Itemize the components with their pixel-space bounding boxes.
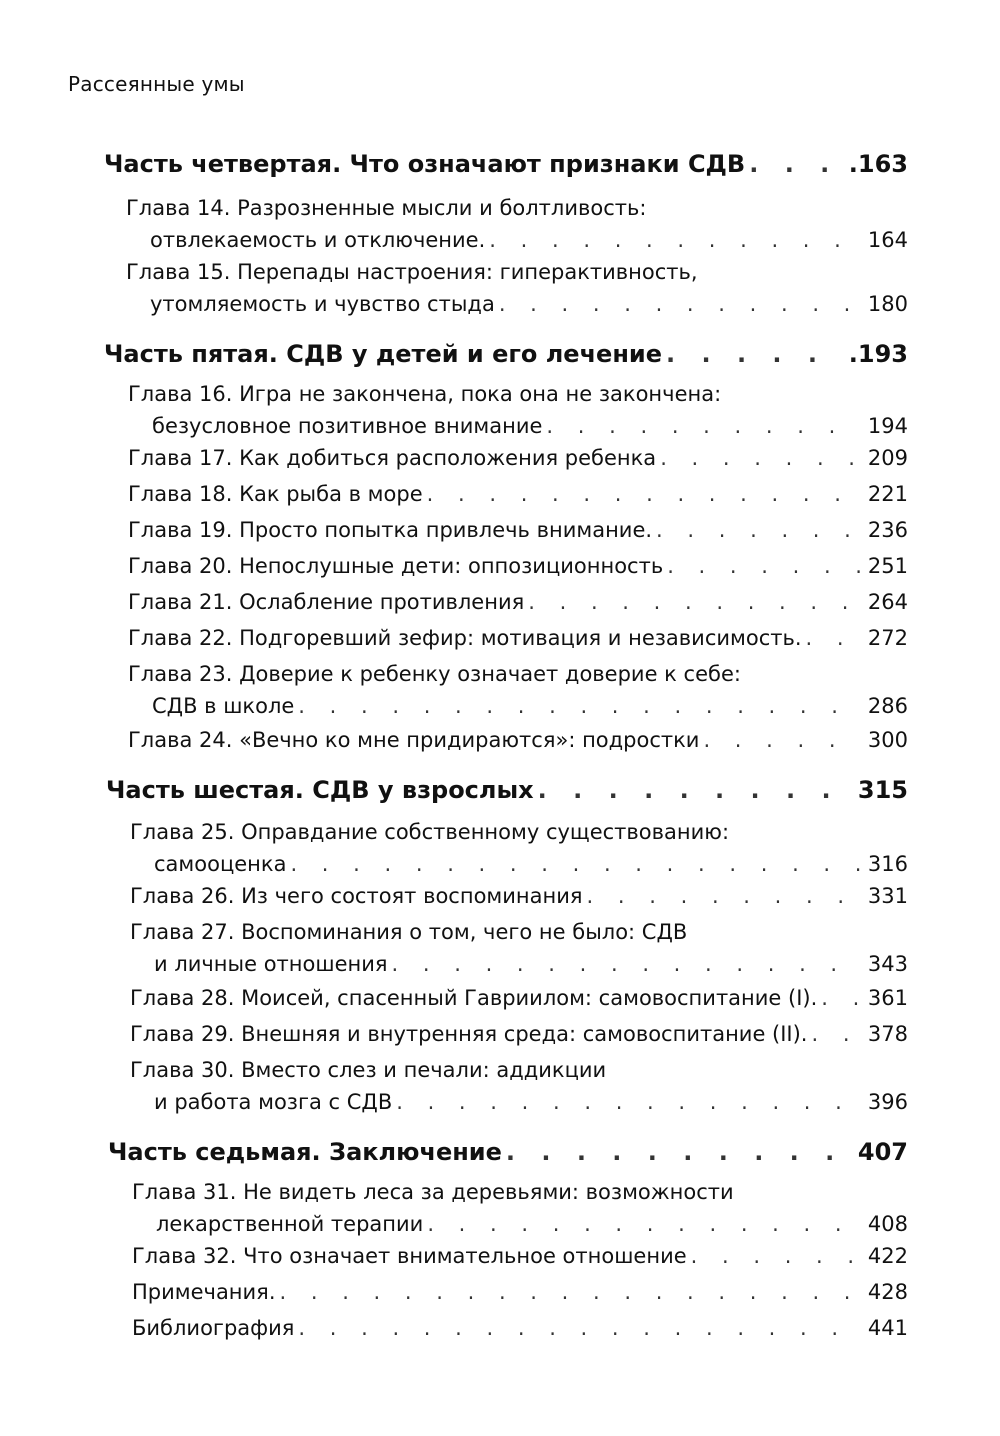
chapter-title: Глава 16. Игра не закончена, пока она не закончена: (128, 382, 722, 406)
dot-leader (667, 550, 860, 582)
chapter-title-continued: самооценка (154, 852, 287, 876)
toc-chapter-23[interactable] (128, 658, 908, 722)
chapter-title: Глава 20. Непослушные дети: оппозиционность (128, 554, 664, 578)
dot-leader (298, 690, 860, 722)
toc-chapter-17[interactable] (128, 442, 908, 474)
toc-chapter-25[interactable] (130, 816, 908, 880)
page-number: 407 (857, 1138, 908, 1166)
toc-chapter-14[interactable] (126, 192, 908, 256)
dot-leader (427, 1208, 860, 1240)
dot-leader (392, 948, 860, 980)
toc-chapter-26[interactable] (130, 880, 908, 912)
dot-leader (499, 288, 860, 320)
chapter-title: Глава 21. Ослабление противления (128, 590, 525, 614)
chapter-title: Глава 27. Воспоминания о том, чего не было: СДВ (130, 920, 688, 944)
page-number: 396 (867, 1090, 908, 1114)
dot-leader (506, 1134, 852, 1170)
dot-leader (546, 410, 860, 442)
chapter-title: Глава 29. Внешняя и внутренняя среда: самовоспитание (II). (130, 1022, 808, 1046)
page-number: 441 (867, 1316, 908, 1340)
page-number: 361 (867, 986, 908, 1010)
toc-bibliography[interactable] (132, 1312, 908, 1344)
chapter-title-continued: утомляемость и чувство стыда (150, 292, 495, 316)
dot-leader (821, 982, 860, 1014)
page-number: 428 (867, 1280, 908, 1304)
chapter-title: Глава 18. Как рыба в море (128, 482, 423, 506)
dot-leader (812, 1018, 861, 1050)
toc-part-4[interactable] (104, 146, 908, 182)
toc-chapter-16[interactable] (128, 378, 908, 442)
dot-leader (691, 1240, 860, 1272)
page-number: 331 (867, 884, 908, 908)
part-title: Часть седьмая. Заключение (108, 1138, 502, 1166)
toc-notes[interactable] (132, 1276, 908, 1308)
page-number: .163 (848, 150, 908, 178)
page-number: 251 (867, 554, 908, 578)
chapter-title: Глава 32. Что означает внимательное отношение (132, 1244, 687, 1268)
dot-leader (528, 586, 860, 618)
page-number: 408 (867, 1212, 908, 1236)
dot-leader (703, 724, 860, 756)
toc-chapter-24[interactable] (128, 724, 908, 756)
toc-chapter-28[interactable] (130, 982, 908, 1014)
page-number: 316 (867, 852, 908, 876)
chapter-title-continued: отвлекаемость и отключение. (150, 228, 486, 252)
part-title: Часть шестая. СДВ у взрослых (106, 776, 534, 804)
page-number: 422 (867, 1244, 908, 1268)
toc-part-6[interactable] (106, 772, 908, 808)
dot-leader (290, 848, 860, 880)
page-number: 264 (867, 590, 908, 614)
chapter-title: Глава 14. Разрозненные мысли и болтливость: (126, 196, 647, 220)
chapter-title: Библиография (132, 1316, 295, 1340)
page-number: 221 (867, 482, 908, 506)
toc-chapter-32[interactable] (132, 1240, 908, 1272)
chapter-title: Глава 17. Как добиться расположения ребенка (128, 446, 657, 470)
page-number: 180 (867, 292, 908, 316)
toc-chapter-29[interactable] (130, 1018, 908, 1050)
chapter-title: Глава 22. Подгоревший зефир: мотивация и независимость. (128, 626, 802, 650)
chapter-title: Глава 31. Не видеть леса за деревьями: возможности (132, 1180, 734, 1204)
dot-leader (396, 1086, 860, 1118)
page-number: 300 (867, 728, 908, 752)
part-title: Часть четвертая. Что означают признаки СДВ (104, 150, 746, 178)
dot-leader (427, 478, 860, 510)
chapter-title-continued: лекарственной терапии (156, 1212, 424, 1236)
chapter-title: Глава 28. Моисей, спасенный Гавриилом: самовоспитание (I). (130, 986, 818, 1010)
toc-chapter-21[interactable] (128, 586, 908, 618)
dot-leader (660, 442, 860, 474)
dot-leader (280, 1276, 861, 1308)
dot-leader (749, 146, 845, 182)
dot-leader (298, 1312, 860, 1344)
toc-part-5[interactable] (104, 336, 908, 372)
chapter-title-continued: безусловное позитивное внимание (152, 414, 543, 438)
page-number: 194 (867, 414, 908, 438)
page-number: 343 (867, 952, 908, 976)
page-number: 209 (867, 446, 908, 470)
page-number: .193 (848, 340, 908, 368)
chapter-title: Глава 23. Доверие к ребенку означает доверие к себе: (128, 662, 741, 686)
dot-leader (806, 622, 860, 654)
toc-chapter-18[interactable] (128, 478, 908, 510)
toc-chapter-20[interactable] (128, 550, 908, 582)
dot-leader (538, 772, 852, 808)
toc-chapter-22[interactable] (128, 622, 908, 654)
page-number: 286 (867, 694, 908, 718)
page-number: 164 (867, 228, 908, 252)
dot-leader (587, 880, 860, 912)
part-title: Часть пятая. СДВ у детей и его лечение (104, 340, 663, 368)
chapter-title: Глава 26. Из чего состоят воспоминания (130, 884, 583, 908)
chapter-title: Глава 30. Вместо слез и печали: аддикции (130, 1058, 607, 1082)
chapter-title: Глава 15. Перепады настроения: гиперактивность, (126, 260, 698, 284)
dot-leader (489, 224, 860, 256)
page-number: 378 (867, 1022, 908, 1046)
toc-part-7[interactable] (108, 1134, 908, 1170)
chapter-title: Глава 19. Просто попытка привлечь внимание. (128, 518, 653, 542)
toc-chapter-19[interactable] (128, 514, 908, 546)
page-number: 315 (857, 776, 908, 804)
chapter-title-continued: СДВ в школе (152, 694, 295, 718)
running-head: Рассеянные умы (68, 72, 245, 96)
dot-leader (666, 336, 845, 372)
toc-chapter-30[interactable] (130, 1054, 908, 1118)
toc-chapter-27[interactable] (130, 916, 908, 980)
dot-leader (656, 514, 860, 546)
chapter-title: Примечания. (132, 1280, 276, 1304)
page-number: 272 (867, 626, 908, 650)
chapter-title-continued: и личные отношения (154, 952, 388, 976)
toc-chapter-31[interactable] (132, 1176, 908, 1240)
toc-chapter-15[interactable] (126, 256, 908, 320)
chapter-title: Глава 24. «Вечно ко мне придираются»: подростки (128, 728, 700, 752)
page-number: 236 (867, 518, 908, 542)
chapter-title-continued: и работа мозга с СДВ (154, 1090, 393, 1114)
chapter-title: Глава 25. Оправдание собственному существованию: (130, 820, 730, 844)
